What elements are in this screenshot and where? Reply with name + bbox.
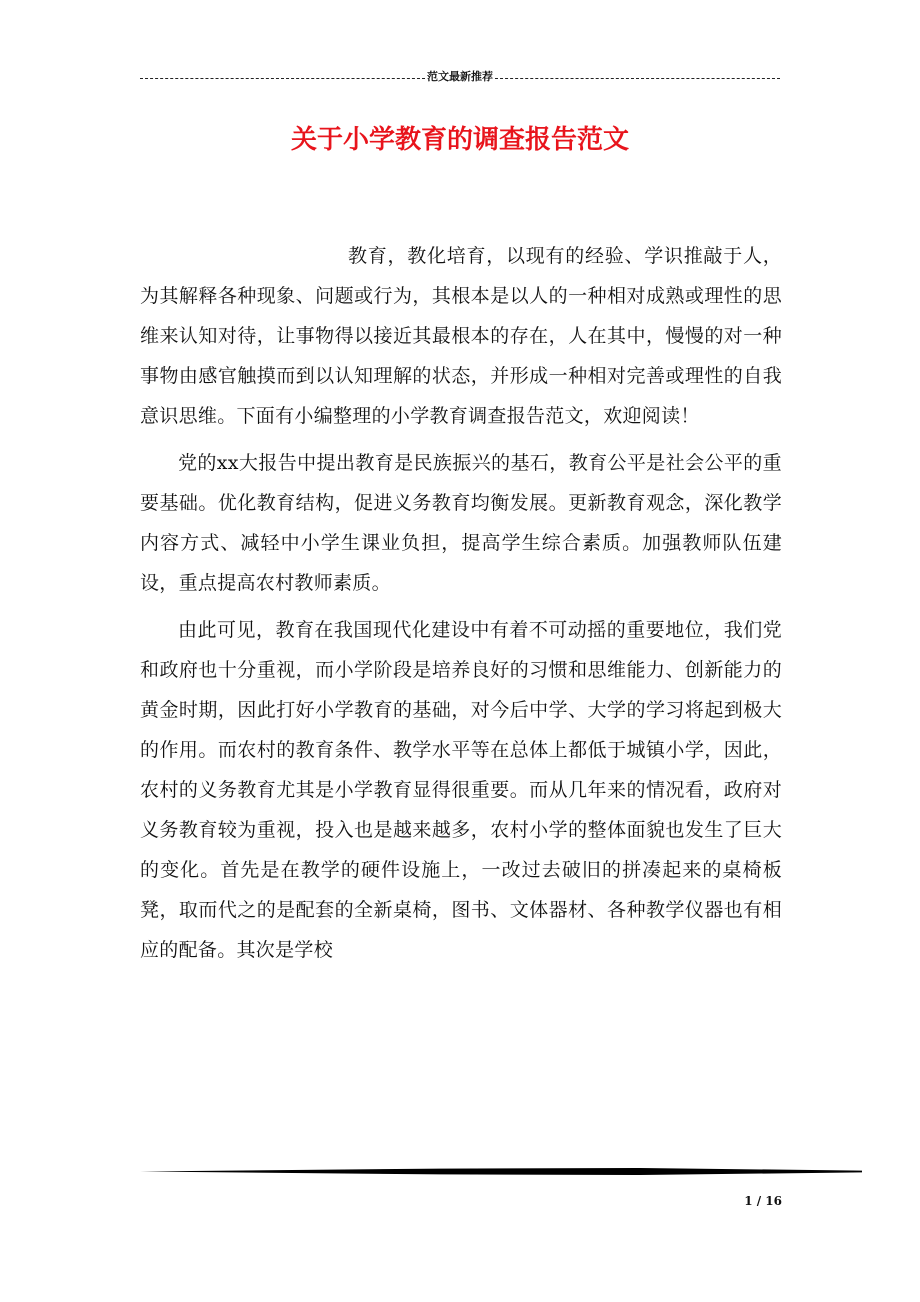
- footer-rule-shape: [140, 1168, 862, 1175]
- header-label: 范文最新推荐: [427, 70, 493, 83]
- paragraph-analysis: 由此可见，教育在我国现代化建设中有着不可动摇的重要地位，我们党和政府也十分重视，而小学阶段是培养良好的习惯和思维能力、创新能力的黄金时期，因此打好小学教育的基础，对今后中学、大学的学习将起到极大的作用。而农村的教育条件、教学水平等在总体上都低于城镇小学，因此，农村的义务教育尤其是小学教育显得很重要。而从几年来的情况看，政府对义务教育较为重视，投入也是越来越多，农村小学的整体面貌也发生了巨大的变化。首先是在教学的硬件设施上，一改过去破旧的拼凑起来的桌椅板凳，取而代之的是配套的全新桌椅，图书、文体器材、各种教学仪器也有相应的配备。其次是学校: [140, 619, 782, 961]
- header-dash-line-right: [495, 78, 780, 79]
- document-title: 关于小学教育的调查报告范文: [290, 125, 629, 155]
- header-dash-line-left: [140, 78, 425, 79]
- page-number: 1 / 16: [744, 1194, 782, 1208]
- document-body: [140, 236, 782, 970]
- paragraph-report: 党的xx大报告中提出教育是民族振兴的基石，教育公平是社会公平的重要基础。优化教育结构，促进义务教育均衡发展。更新教育观念，深化教学内容方式、减轻中小学生课业负担，提高学生综合素质。加强教师队伍建设，重点提高农村教师素质。: [140, 452, 782, 594]
- paragraph-intro: 教育，教化培育，以现有的经验、学识推敲于人，为其解释各种现象、问题或行为，其根本是以人的一种相对成熟或理性的思维来认知对待，让事物得以接近其最根本的存在，人在其中，慢慢的对一种事物由感官触摸而到以认知理解的状态，并形成一种相对完善或理性的自我意识思维。下面有小编整理的小学教育调查报告范文，欢迎阅读！: [140, 245, 782, 427]
- footer-rule: [140, 1168, 862, 1175]
- page-header: [140, 68, 780, 86]
